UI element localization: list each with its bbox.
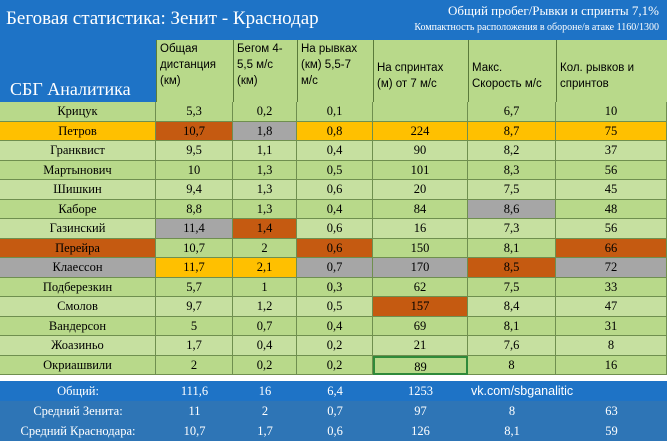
cell-sprints: 150	[373, 239, 468, 259]
cell-running: 1,4	[233, 219, 297, 239]
table-row	[0, 317, 667, 337]
table-row	[0, 297, 667, 317]
player-name: Жоазиньо	[0, 336, 156, 356]
colhead-text: (км)	[237, 75, 258, 87]
colhead-text: (м) от 7 м/с	[377, 78, 437, 90]
table-row	[0, 200, 667, 220]
colhead-text: 5,5 м/с	[237, 59, 274, 71]
table-row	[0, 141, 667, 161]
cell-count: 56	[556, 219, 667, 239]
page-title: Беговая статистика: Зенит - Краснодар	[6, 8, 319, 29]
cell-jerks: 0,5	[297, 161, 373, 181]
avg-krasnodar-row	[0, 421, 667, 441]
total-running: 16	[258, 384, 272, 398]
cell-sprints: 20	[373, 180, 468, 200]
cell-sprints: 157	[373, 297, 468, 317]
avg-sprints: 97	[414, 404, 427, 418]
cell-distance: 10,7	[156, 122, 233, 142]
cell-jerks: 0,5	[297, 297, 373, 317]
cell-jerks: 0,8	[297, 122, 373, 142]
vk-link[interactable]: vk.com/sbganalitic	[468, 381, 667, 401]
table-row	[0, 239, 667, 259]
cell-distance: 5,3	[156, 102, 233, 122]
colhead-text: Общая	[160, 43, 198, 55]
cell-running: 1,3	[233, 161, 297, 181]
cell-max-speed: 8,6	[468, 200, 556, 220]
cell-running: 0,2	[233, 102, 297, 122]
avg-distance: 10,7	[183, 424, 206, 438]
cell-distance: 5,7	[156, 278, 233, 298]
colhead-text: (км)	[160, 75, 181, 87]
cell-count: 72	[556, 258, 667, 278]
cell-distance: 10,7	[156, 239, 233, 259]
cell-count: 10	[556, 102, 667, 122]
colhead-text: спринтов	[560, 78, 609, 90]
cell-max-speed: 8,4	[468, 297, 556, 317]
colhead-text: На рывках	[301, 43, 358, 55]
colhead-running	[233, 40, 297, 102]
cell-count: 8	[556, 336, 667, 356]
colhead-text: дистанция	[160, 59, 217, 71]
cell-jerks: 0,6	[297, 219, 373, 239]
table-row	[0, 336, 667, 356]
table-row	[0, 161, 667, 181]
player-name: Мартынович	[0, 161, 156, 181]
colhead-text: (км) 5,5-7	[301, 59, 352, 71]
table-row	[0, 356, 667, 376]
cell-jerks: 0,4	[297, 141, 373, 161]
table-row	[0, 258, 667, 278]
cell-sprints: 224	[373, 122, 468, 142]
cell-count: 56	[556, 161, 667, 181]
player-name: Каборе	[0, 200, 156, 220]
cell-running: 1,2	[233, 297, 297, 317]
cell-sprints: 170	[373, 258, 468, 278]
avg-zenit-row	[0, 401, 667, 421]
cell-count: 16	[556, 356, 667, 376]
avg-running: 1,7	[257, 424, 273, 438]
player-name: Клаессон	[0, 258, 156, 278]
colhead-jerks	[297, 40, 373, 102]
cell-count: 31	[556, 317, 667, 337]
cell-count: 33	[556, 278, 667, 298]
cell-jerks: 0,2	[297, 356, 373, 376]
cell-sprints: 84	[373, 200, 468, 220]
colhead-text: Скорость м/с	[472, 78, 542, 90]
total-distance: 111,6	[180, 384, 209, 398]
cell-sprints: 90	[373, 141, 468, 161]
cell-jerks: 0,6	[297, 180, 373, 200]
cell-jerks: 0,7	[297, 258, 373, 278]
cell-count: 75	[556, 122, 667, 142]
cell-sprints: 21	[373, 336, 468, 356]
avg-sprints: 126	[411, 424, 430, 438]
player-name: Газинский	[0, 219, 156, 239]
total-sprints: 1253	[408, 384, 433, 398]
cell-running: 1,8	[233, 122, 297, 142]
cell-distance: 1,7	[156, 336, 233, 356]
cell-max-speed: 8,1	[468, 317, 556, 337]
cell-count: 48	[556, 200, 667, 220]
table-body	[0, 102, 667, 375]
colhead-text: Кол. рывков и	[560, 62, 634, 74]
brand-label: СБГ Аналитика	[10, 79, 131, 99]
cell-distance: 11,7	[156, 258, 233, 278]
cell-distance: 10	[156, 161, 233, 181]
cell-running: 1,1	[233, 141, 297, 161]
cell-count: 37	[556, 141, 667, 161]
cell-distance: 8,8	[156, 200, 233, 220]
avg-max-speed: 8	[508, 404, 516, 418]
avg-jerks: 0,7	[327, 404, 343, 418]
cell-running: 1	[233, 278, 297, 298]
cell-count: 66	[556, 239, 667, 259]
player-name: Перейра	[0, 239, 156, 259]
player-name: Гранквист	[0, 141, 156, 161]
table-row	[0, 219, 667, 239]
cell-max-speed: 8,3	[468, 161, 556, 181]
cell-max-speed: 6,7	[468, 102, 556, 122]
cell-distance: 9,7	[156, 297, 233, 317]
cell-max-speed: 8,2	[468, 141, 556, 161]
cell-sprints-selected[interactable]: 89	[373, 356, 468, 376]
cell-max-speed: 8,7	[468, 122, 556, 142]
cell-sprints: 101	[373, 161, 468, 181]
summary-line-2: Компактность расположения в обороне/в атаке 1160/1300	[414, 22, 659, 33]
cell-distance: 9,5	[156, 141, 233, 161]
player-name: Вандерсон	[0, 317, 156, 337]
player-name: Окриашвили	[0, 356, 156, 376]
cell-running: 0,4	[233, 336, 297, 356]
cell-jerks: 0,4	[297, 200, 373, 220]
cell-jerks: 0,6	[297, 239, 373, 259]
cell-distance: 9,4	[156, 180, 233, 200]
avg-label: Средний Краснодара:	[20, 424, 136, 438]
cell-max-speed: 7,3	[468, 219, 556, 239]
cell-running: 0,7	[233, 317, 297, 337]
cell-max-speed: 7,5	[468, 180, 556, 200]
table-row	[0, 122, 667, 142]
colhead-max-speed	[468, 40, 556, 102]
avg-jerks: 0,6	[327, 424, 343, 438]
colhead-text: На спринтах	[377, 62, 444, 74]
cell-max-speed: 8	[468, 356, 556, 376]
avg-count: 59	[605, 424, 618, 438]
colhead-text: м/с	[301, 75, 318, 87]
player-name: Подберезкин	[0, 278, 156, 298]
cell-distance: 11,4	[156, 219, 233, 239]
cell-distance: 5	[156, 317, 233, 337]
colhead-distance	[156, 40, 233, 102]
cell-count: 47	[556, 297, 667, 317]
cell-jerks: 0,4	[297, 317, 373, 337]
avg-running: 2	[261, 404, 269, 418]
avg-max-speed: 8,1	[504, 424, 520, 438]
summary-line-1: Общий пробег/Рывки и спринты 7,1%	[447, 3, 659, 18]
cell-running: 0,2	[233, 356, 297, 376]
cell-max-speed: 8,1	[468, 239, 556, 259]
cell-sprints: 62	[373, 278, 468, 298]
player-name: Петров	[0, 122, 156, 142]
table-row	[0, 102, 667, 122]
avg-distance: 11	[188, 404, 201, 418]
cell-sprints	[373, 102, 468, 122]
cell-distance: 2	[156, 356, 233, 376]
player-name: Смолов	[0, 297, 156, 317]
cell-running: 2	[233, 239, 297, 259]
cell-running: 1,3	[233, 200, 297, 220]
cell-max-speed: 7,6	[468, 336, 556, 356]
colhead-count	[556, 40, 667, 102]
player-name: Крицук	[0, 102, 156, 122]
cell-running: 1,3	[233, 180, 297, 200]
cell-running: 2,1	[233, 258, 297, 278]
total-label: Общий:	[57, 384, 99, 398]
table-row	[0, 278, 667, 298]
cell-jerks: 0,1	[297, 102, 373, 122]
cell-sprints: 69	[373, 317, 468, 337]
avg-label: Средний Зенита:	[33, 404, 123, 418]
avg-count: 63	[605, 404, 618, 418]
cell-jerks: 0,3	[297, 278, 373, 298]
table-row	[0, 180, 667, 200]
colhead-text: Макс.	[472, 62, 503, 74]
cell-max-speed: 7,5	[468, 278, 556, 298]
cell-max-speed: 8,5	[468, 258, 556, 278]
cell-jerks: 0,2	[297, 336, 373, 356]
player-name: Шишкин	[0, 180, 156, 200]
cell-count: 45	[556, 180, 667, 200]
colhead-sprints	[373, 40, 468, 102]
cell-sprints: 16	[373, 219, 468, 239]
colhead-text: Бегом 4-	[237, 43, 283, 55]
total-jerks: 6,4	[327, 384, 343, 398]
